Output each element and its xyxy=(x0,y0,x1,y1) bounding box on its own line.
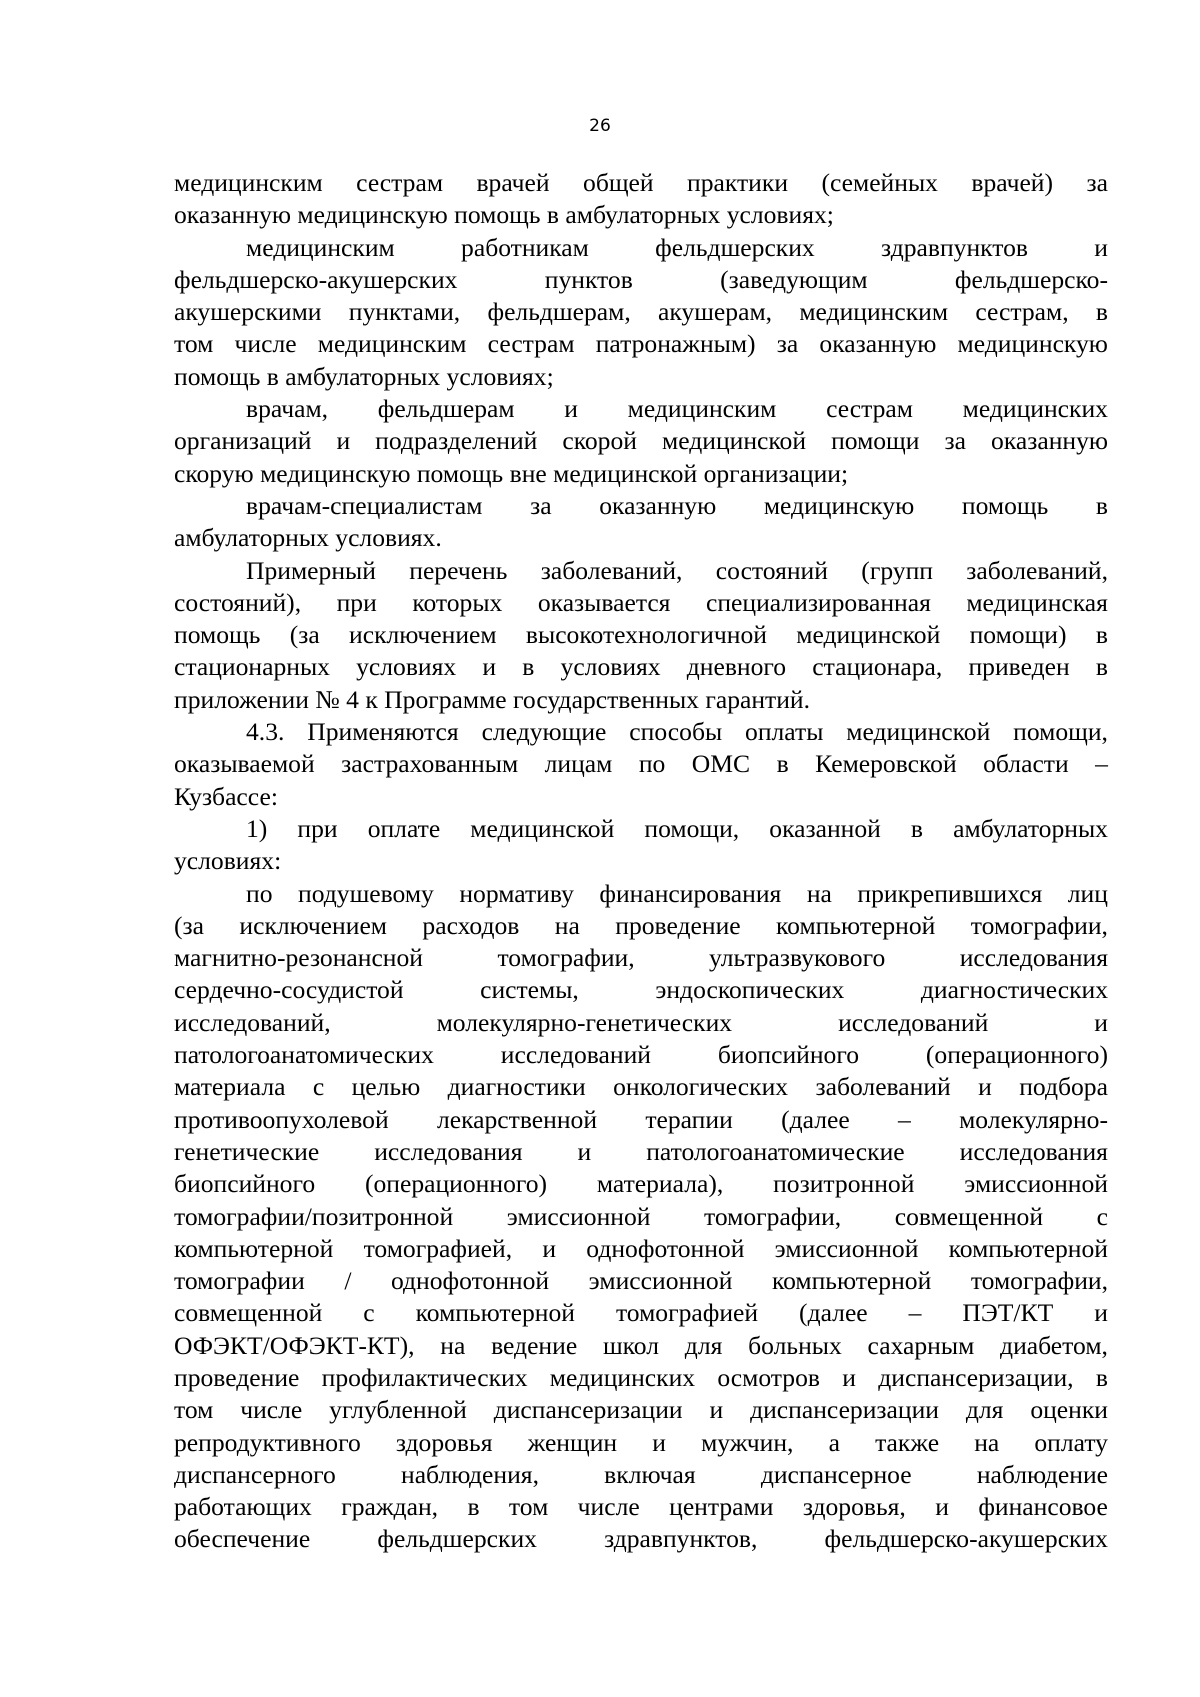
text-line: биопсийного (операционного) материала), позитронной эмиссионной xyxy=(174,1169,1108,1199)
text-line: (за исключением расходов на проведение компьютерной томографии, xyxy=(174,910,1108,940)
text-line: совмещенной с компьютерной томографией (далее – ПЭТ/КТ и xyxy=(174,1298,1108,1328)
text-line: состояний), при которых оказывается специализированная медицинская xyxy=(174,587,1108,617)
text-line: медицинским сестрам врачей общей практики (семейных врачей) за xyxy=(174,168,1108,197)
text-line: врачам-специалистам за оказанную медицинскую помощь в xyxy=(246,490,1108,520)
text-line: обеспечение фельдшерских здравпунктов, фельдшерско-акушерских xyxy=(174,1524,1108,1554)
text-line: амбулаторных условиях. xyxy=(174,523,442,553)
text-line: сердечно-сосудистой системы, эндоскопических диагностических xyxy=(174,975,1108,1005)
text-line: магнитно-резонансной томографии, ультразвукового исследования xyxy=(174,943,1108,973)
text-line: работающих граждан, в том числе центрами здоровья, и финансовое xyxy=(174,1492,1108,1522)
text-line: ОФЭКТ/ОФЭКТ-КТ), на ведение школ для больных сахарным диабетом, xyxy=(174,1330,1108,1360)
text-line: Кузбассе: xyxy=(174,781,278,811)
text-line: оказываемой застрахованным лицам по ОМС в Кемеровской области – xyxy=(174,749,1108,779)
text-line: том числе углубленной диспансеризации и диспансеризации для оценки xyxy=(174,1395,1108,1425)
text-line: помощь (за исключением высокотехнологичной медицинской помощи) в xyxy=(174,620,1108,650)
text-line: Примерный перечень заболеваний, состояний (групп заболеваний, xyxy=(246,555,1108,585)
text-line: стационарных условиях и в условиях дневного стационара, приведен в xyxy=(174,652,1108,682)
document-body xyxy=(174,167,1108,1556)
text-line: компьютерной томографией, и однофотонной эмиссионной компьютерной xyxy=(174,1233,1108,1263)
text-line: репродуктивного здоровья женщин и мужчин, а также на оплату xyxy=(174,1427,1108,1457)
text-line: патологоанатомических исследований биопсийного (операционного) xyxy=(174,1040,1108,1070)
text-line: фельдшерско-акушерских пунктов (заведующим фельдшерско- xyxy=(174,264,1108,294)
text-line: генетические исследования и патологоанатомические исследования xyxy=(174,1136,1108,1166)
text-line: скорую медицинскую помощь вне медицинской организации; xyxy=(174,458,849,488)
text-line: оказанную медицинскую помощь в амбулаторных условиях; xyxy=(174,200,834,230)
text-line: акушерскими пунктами, фельдшерам, акушерам, медицинским сестрам, в xyxy=(174,297,1108,327)
text-line: томографии / однофотонной эмиссионной компьютерной томографии, xyxy=(174,1266,1108,1296)
text-line: приложении № 4 к Программе государственных гарантий. xyxy=(174,684,811,714)
text-line: материала с целью диагностики онкологических заболеваний и подбора xyxy=(174,1072,1108,1102)
text-line: 1) при оплате медицинской помощи, оказанной в амбулаторных xyxy=(246,813,1108,843)
text-line: противоопухолевой лекарственной терапии (далее – молекулярно- xyxy=(174,1104,1108,1134)
text-line: проведение профилактических медицинских осмотров и диспансеризации, в xyxy=(174,1362,1108,1392)
text-line: врачам, фельдшерам и медицинским сестрам медицинских xyxy=(246,394,1108,424)
text-line: томографии/позитронной эмиссионной томографии, совмещенной с xyxy=(174,1201,1108,1231)
text-line: медицинским работникам фельдшерских здравпунктов и xyxy=(246,232,1108,262)
text-line: организаций и подразделений скорой медицинской помощи за оказанную xyxy=(174,426,1108,456)
text-line: по подушевому нормативу финансирования на прикрепившихся лиц xyxy=(246,878,1108,908)
page-number: 26 xyxy=(589,116,611,136)
text-line: помощь в амбулаторных условиях; xyxy=(174,361,554,391)
text-line: 4.3. Применяются следующие способы оплаты медицинской помощи, xyxy=(246,717,1108,747)
text-line: исследований, молекулярно-генетических исследований и xyxy=(174,1007,1108,1037)
text-line: условиях: xyxy=(174,846,282,876)
text-line: диспансерного наблюдения, включая диспансерное наблюдение xyxy=(174,1459,1108,1489)
text-line: том числе медицинским сестрам патронажным) за оказанную медицинскую xyxy=(174,329,1108,359)
